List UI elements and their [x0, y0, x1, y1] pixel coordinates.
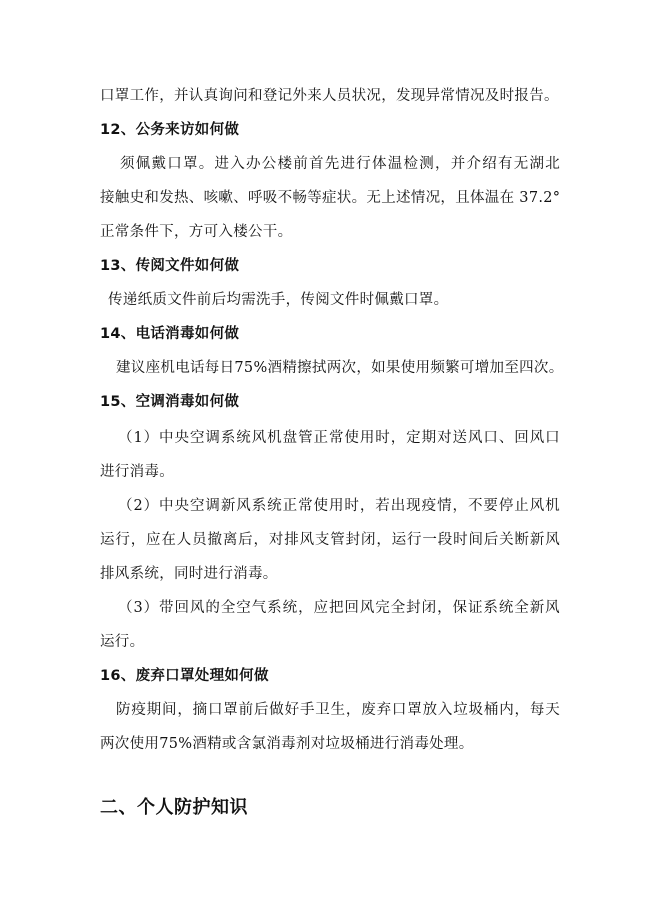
item-16-line-2: 两次使用75%酒精或含氯消毒剂对垃圾桶进行消毒处理。	[100, 736, 474, 752]
item-15-line-6: （3）带回风的全空气系统，应把回风完全封闭，保证系统全新风	[118, 600, 560, 616]
item-13-heading: 13、传阅文件如何做	[100, 258, 240, 274]
item-15-line-2: 进行消毒。	[100, 464, 174, 480]
item-15-line-3: （2）中央空调新风系统正常使用时，若出现疫情，不要停止风机	[118, 498, 560, 514]
item-16-line-1: 防疫期间，摘口罩前后做好手卫生，废弃口罩放入垃圾桶内，每天	[116, 702, 560, 718]
section-title: 二、个人防护知识	[100, 797, 248, 818]
item-15-line-4: 运行，应在人员撤离后，对排风支管封闭，运行一段时间后关断新风	[100, 532, 560, 548]
paragraph-line: 口罩工作，并认真询问和登记外来人员状况，发现异常情况及时报告。	[100, 88, 559, 104]
item-16-heading: 16、废弃口罩处理如何做	[100, 668, 269, 684]
item-12-line-1: 须佩戴口罩。进入办公楼前首先进行体温检测，并介绍有无湖北	[120, 156, 560, 172]
item-13-line-1: 传递纸质文件前后均需洗手，传阅文件时佩戴口罩。	[108, 292, 449, 308]
item-12-line-2: 接触史和发热、咳嗽、呼吸不畅等症状。无上述情况，且体温在 37.2°	[100, 190, 561, 206]
item-14-heading: 14、电话消毒如何做	[100, 326, 240, 342]
item-12-line-3: 正常条件下，方可入楼公干。	[100, 224, 293, 240]
item-15-line-5: 排风系统，同时进行消毒。	[100, 566, 278, 582]
item-15-heading: 15、空调消毒如何做	[100, 394, 240, 410]
item-14-line-1: 建议座机电话每日75%酒精擦拭两次，如果使用频繁可增加至四次。	[116, 360, 564, 376]
item-15-line-7: 运行。	[100, 634, 145, 650]
item-15-line-1: （1）中央空调系统风机盘管正常使用时，定期对送风口、回风口	[118, 430, 560, 446]
item-12-heading: 12、公务来访如何做	[100, 122, 240, 138]
